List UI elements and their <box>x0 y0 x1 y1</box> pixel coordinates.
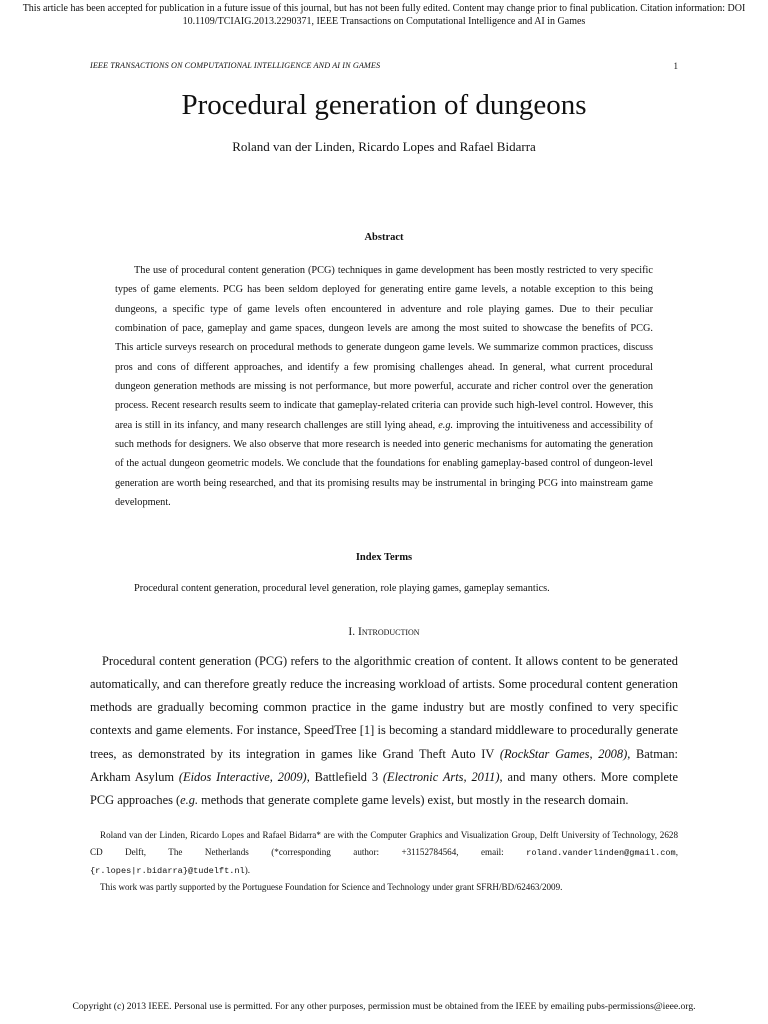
intro-game-3: (Electronic Arts, 2011) <box>382 769 500 784</box>
intro-text-3: , Battlefield 3 <box>306 769 379 784</box>
section-title: Introduction <box>357 626 420 638</box>
introduction-paragraph <box>90 650 678 812</box>
paper-title: Procedural generation of dungeons <box>181 89 587 121</box>
intro-game-1: (RockStar Games, 2008) <box>499 746 628 761</box>
intro-text-2: , Batman: Arkham Asylum <box>90 746 678 784</box>
footnote-authors <box>90 827 678 879</box>
email-link-1[interactable]: roland.vanderlinden@gmail.com <box>526 847 676 858</box>
index-terms-text: Procedural content generation, procedural level generation, role playing games, gameplay semantics. <box>134 583 550 594</box>
intro-eg: e.g. <box>180 792 199 807</box>
page-number: 1 <box>673 61 678 71</box>
index-terms-heading: Index Terms <box>355 552 413 563</box>
email-link-2[interactable]: {r.lopes|r.bidarra}@tudelft.nl <box>90 865 245 876</box>
intro-game-2: (Eidos Interactive, 2009) <box>178 769 307 784</box>
footnote-end: ). <box>244 864 251 875</box>
notice-line-1: This article has been accepted for publication in a future issue of this journal, but has not been fully edited. Content may change prior to final publication. Citation information: DOI <box>22 3 746 14</box>
footnote-1-text: Roland van der Linden, Ricardo Lopes and Rafael Bidarra* are with the Computer Graphics and Visualization Group, Delft University of Technology, 2628 CD Delft, The Netherlands (*corresponding author: +31152784564, email: <box>90 830 678 857</box>
abstract-heading: Abstract <box>364 232 404 243</box>
abstract-text-2: improving the intuitiveness and accessibility of such methods for designers. We also observe that more research is needed into generic mechanisms for automating the generation of the actual dungeon geometric models. We conclude that the foundations for enabling gameplay-based control of dungeon-level generation are worth being researched, and that its promising results may be instrumental in bringing PCG into mainstream game development. <box>115 419 653 509</box>
footnote-sep: , <box>675 846 678 857</box>
intro-text-4: , and many others. More complete PCG approaches ( <box>90 769 678 807</box>
author-list: Roland van der Linden, Ricardo Lopes and Rafael Bidarra <box>232 139 536 154</box>
copyright-notice: Copyright (c) 2013 IEEE. Personal use is permitted. For any other purposes, permission must be obtained from the IEEE by emailing pubs-permissions@ieee.org. <box>72 1001 696 1012</box>
section-number: I. <box>348 626 356 638</box>
publication-notice <box>10 3 758 28</box>
footnote-funding: This work was partly supported by the Portuguese Foundation for Science and Technology under grant SFRH/BD/62463/2009. <box>100 882 563 892</box>
abstract-text-1: The use of procedural content generation (PCG) techniques in game development has been mostly restricted to very specific types of game elements. PCG has been seldom deployed for generating entire game levels, a notable exception to this being dungeons, a specific type of game levels often encountered in adventure and role playing games. Due to their peculiar combination of pace, gameplay and game spaces, dungeon levels are among the most suited to showcase the benefits of PCG. This article surveys research on procedural methods to generate dungeon game levels. We summarize common practices, discuss pros and cons of different approaches, and identify a few promising challenges ahead. In general, what current procedural dungeon generation methods are missing is not performance, but more powerful, accurate and richer control over the generation process. Recent research results seem to indicate that gameplay-related criteria can provide such high-level control. However, this area is still in its infancy, and many research challenges are still lying ahead, <box>115 265 653 431</box>
intro-text-1: Procedural content generation (PCG) refers to the algorithmic creation of content. It allows content to be generated automatically, and can therefore greatly reduce the increasing workload of artists. Some procedural content generation methods are gradually becoming common practice in the game industry but are mostly confined to very specific contexts and game elements. For instance, SpeedTree [1] is becoming a standard middleware to procedurally generate trees, as demonstrated by its integration in games like Grand Theft Auto IV <box>90 654 678 761</box>
notice-line-2: 10.1109/TCIAIG.2013.2290371, IEEE Transactions on Computational Intelligence and AI in Games <box>182 15 586 27</box>
abstract-body <box>115 261 653 512</box>
intro-text-5: methods that generate complete game levels) exist, but mostly in the research domain. <box>201 792 629 807</box>
abstract-eg: e.g. <box>438 419 454 431</box>
section-heading-introduction <box>0 626 768 638</box>
running-head-journal: IEEE TRANSACTIONS ON COMPUTATIONAL INTELLIGENCE AND AI IN GAMES <box>90 61 381 70</box>
